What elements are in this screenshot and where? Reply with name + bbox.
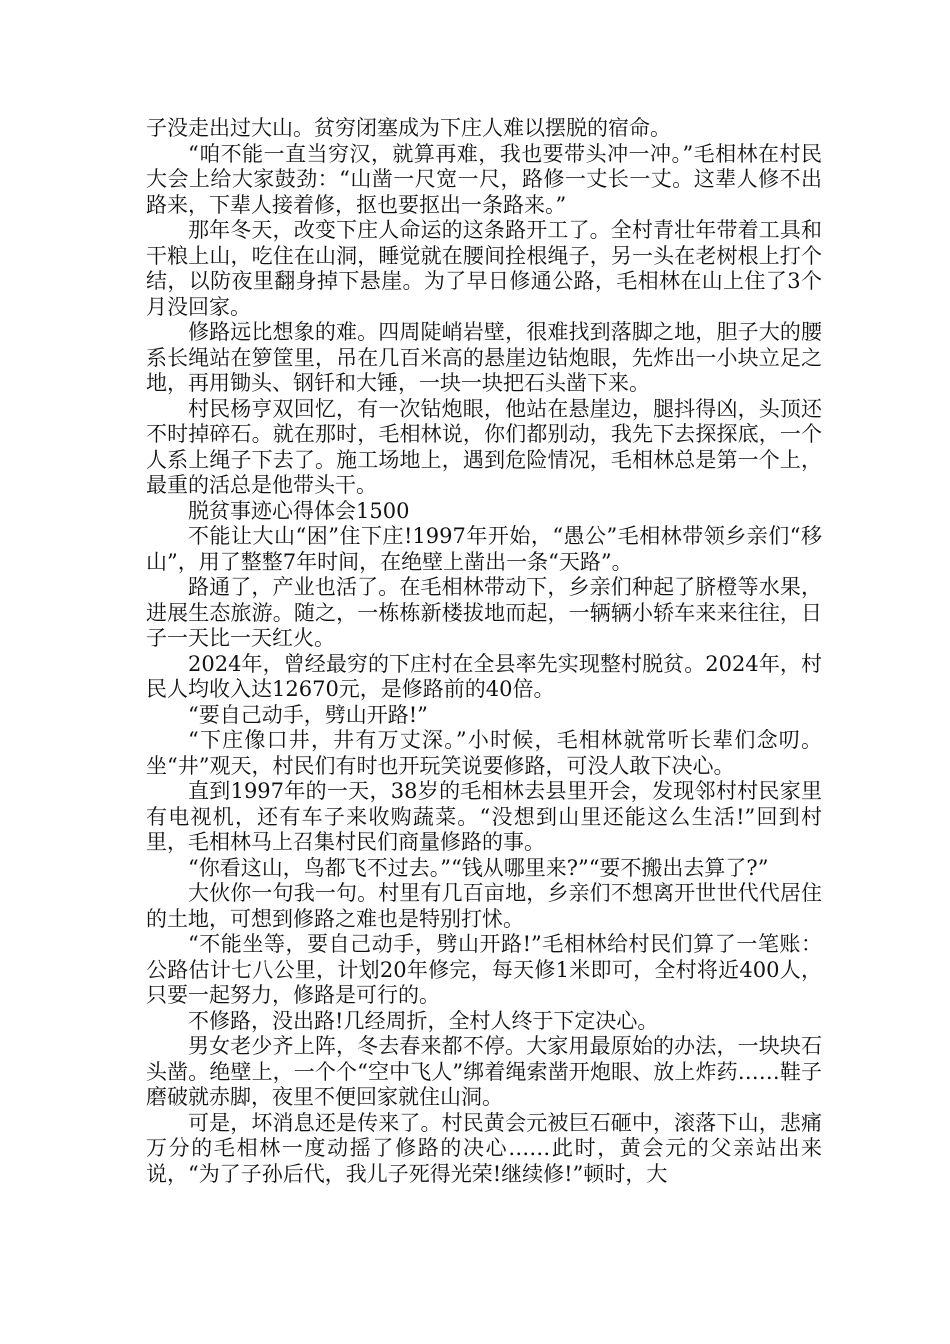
paragraph-13: “你看这山，鸟都飞不过去。”“钱从哪里来?”“要不搬出去算了?” (188, 855, 769, 880)
paragraph-18: 可是，坏消息还是传来了。村民黄会元被巨石砸中，滚落下山，悲痛万分的毛相林一度动摇了修路的决心……此时，黄会元的父亲站出来说，“为了子孙后代，我儿子死得光荣!继续修!”顿时，大 (146, 1110, 822, 1186)
section-heading: 脱贫事迹心得体会1500 (188, 498, 410, 523)
paragraph-17: 男女老少齐上阵，冬去春来都不停。大家用最原始的办法，一块块石头凿。绝壁上，一个个“空中飞人”绑着绳索凿开炮眼、放上炸药……鞋子磨破就赤脚，夜里不便回家就住山洞。 (146, 1034, 822, 1109)
paragraph-12: 直到1997年的一天，38岁的毛相林去县里开会，发现邻村村民家里有电视机，还有车子来收购蔬菜。“没想到山里还能这么生活!”回到村里，毛相林马上召集村民们商量修路的事。 (146, 779, 822, 854)
paragraph-2: “咱不能一直当穷汉，就算再难，我也要带头冲一冲。”毛相林在村民大会上给大家鼓劲：“山凿一尺宽一尺，路修一丈长一丈。这辈人修不出路来，下辈人接着修，抠也要抠出一条路来。” (146, 141, 822, 217)
paragraph-1: 子没走出过大山。贫穷闭塞成为下庄人难以摆脱的宿命。 (146, 116, 671, 140)
paragraph-3: 那年冬天，改变下庄人命运的这条路开工了。全村青壮年带着工具和干粮上山，吃住在山洞，睡觉就在腰间拴根绳子，另一头在老树根上打个结，以防夜里翻身掉下悬崖。为了早日修通公路，毛相林在山上住了3个月没回家。 (146, 218, 822, 319)
paragraph-16: 不修路，没出路!几经周折，全村人终于下定决心。 (188, 1008, 659, 1033)
paragraph-10: “要自己动手，劈山开路!” (188, 702, 428, 727)
document-body (146, 116, 822, 1187)
paragraph-8: 路通了，产业也活了。在毛相林带动下，乡亲们种起了脐橙等水果，进展生态旅游。随之，一栋栋新楼拔地而起，一辆辆小轿车来来往往，日子一天比一天红火。 (146, 575, 822, 650)
paragraph-4: 修路远比想象的难。四周陡峭岩壁，很难找到落脚之地，胆子大的腰系长绳站在箩筐里，吊在几百米高的悬崖边钻炮眼，先炸出一小块立足之地，再用锄头、钢钎和大锤，一块一块把石头凿下来。 (146, 320, 822, 395)
paragraph-7: 不能让大山“困”住下庄!1997年开始，“愚公”毛相林带领乡亲们“移山”，用了整整7年时间，在绝壁上凿出一条“天路”。 (146, 524, 822, 574)
paragraph-14: 大伙你一句我一句。村里有几百亩地，乡亲们不想离开世世代代居住的土地，可想到修路之难也是特别打怵。 (146, 881, 822, 931)
paragraph-9: 2024年，曾经最穷的下庄村在全县率先实现整村脱贫。2024年，村民人均收入达12670元，是修路前的40倍。 (146, 651, 822, 701)
paragraph-11: “下庄像口井，井有万丈深。”小时候，毛相林就常听长辈们念叨。坐“井”观天，村民们有时也开玩笑说要修路，可没人敢下决心。 (146, 728, 822, 778)
paragraph-15: “不能坐等，要自己动手，劈山开路!”毛相林给村民们算了一笔账：公路估计七八公里，计划20年修完，每天修1米即可，全村将近400人，只要一起努力，修路是可行的。 (146, 932, 822, 1007)
paragraph-5: 村民杨亨双回忆，有一次钻炮眼，他站在悬崖边，腿抖得凶，头顶还不时掉碎石。就在那时，毛相林说，你们都别动，我先下去探探底，一个人系上绳子下去了。施工场地上，遇到危险情况，毛相林总是第一个上，最重的活总是他带头干。 (146, 396, 822, 497)
